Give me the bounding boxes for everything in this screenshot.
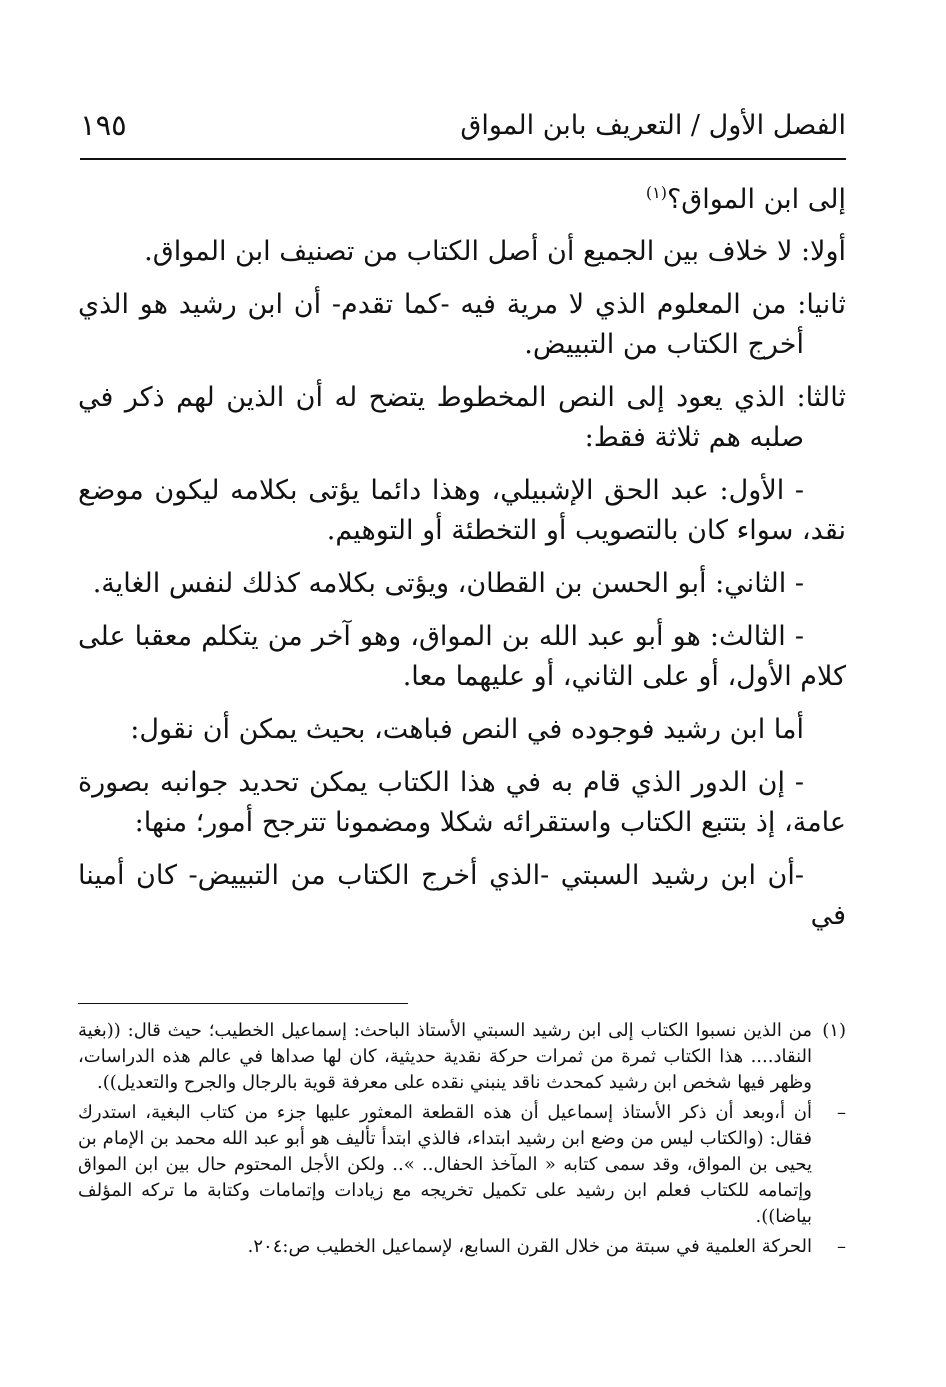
footnote-text: أن أ،وبعد أن ذكر الأستاذ إسماعيل أن هذه القطعة المعثور عليها جزء من كتاب البغية، استدرك فقال: (والكتاب ليس من وضع ابن رشيد ابتداء، فالذي ابتدأ تأليف هو أبو عبد الله محمد بن الإمام بن يحيى بن المواق، وقد سمى كتابه « المآخذ الحفال.. ».. ولكن الأجل المحتوم حال بين ابن المواق وإتمامه للكتاب فعلم ابن رشيد على تكميل تخريجه مع زيادات وإتمامات وكتابة ما تركه المؤلف بياضا)). <box>78 1102 812 1227</box>
footnote <box>78 1018 846 1096</box>
main-text <box>78 180 846 949</box>
footnote-text: الحركة العلمية في سبتة من خلال القرن السابع، لإسماعيل الخطيب ص:٢٠٤. <box>247 1236 812 1257</box>
paragraph-first-point: أولا: لا خلاف بين الجميع أن أصل الكتاب من تصنيف ابن المواق. <box>144 236 846 267</box>
paragraph-intro <box>78 180 846 220</box>
paragraph-role: - إن الدور الذي قام به في هذا الكتاب يمكن تحديد جوانبه بصورة عامة، إذ بتتبع الكتاب واستقرائه شكلا ومضمونا تترجح أمور؛ منها: <box>78 767 846 838</box>
footnote-divider <box>78 1003 408 1004</box>
paragraph-ibn-rushayd: أما ابن رشيد فوجوده في النص فباهت، بحيث يمكن أن نقول: <box>130 714 804 745</box>
paragraph-second-person: - الثاني: أبو الحسن بن القطان، ويؤتى بكلامه كذلك لنفس الغاية. <box>92 568 804 599</box>
footnote-reference: (١) <box>645 183 667 202</box>
paragraph-continued: -أن ابن رشيد السبتي -الذي أخرج الكتاب من التبييض- كان أمينا في <box>78 860 846 931</box>
footnote-text: من الذين نسبوا الكتاب إلى ابن رشيد السبتي الأستاذ الباحث: إسماعيل الخطيب؛ حيث قال: ((بغية النقاد.... هذا الكتاب ثمرة من ثمرات حركة نقدية حديثية، كان لها صداها في عالم هذه الدراسات، وظهر فيها شخص ابن رشيد كمحدث ناقد ينبني نقده على معرفة قوية بالرجال والجرح والتعديل)). <box>78 1020 812 1093</box>
footnote-marker: – <box>837 1236 846 1257</box>
chapter-title: الفصل الأول / التعريف بابن المواق <box>460 110 846 141</box>
footnote-marker: (١) <box>822 1020 846 1041</box>
footnote <box>78 1234 846 1260</box>
intro-text: إلى ابن المواق؟ <box>666 184 846 215</box>
running-header <box>80 100 846 160</box>
paragraph-second-point: ثانيا: من المعلوم الذي لا مرية فيه -كما تقدم- أن ابن رشيد هو الذي أخرج الكتاب من التبييض. <box>78 289 846 360</box>
header-divider <box>80 158 846 160</box>
footnote-marker: – <box>837 1102 846 1123</box>
paragraph-first-person: - الأول: عبد الحق الإشبيلي، وهذا دائما يؤتى بكلامه ليكون موضع نقد، سواء كان بالتصويب أو التخطئة أو التوهيم. <box>78 475 846 546</box>
footnote <box>78 1100 846 1230</box>
paragraph-third-person: - الثالث: هو أبو عبد الله بن المواق، وهو آخر من يتكلم معقبا على كلام الأول، أو على الثاني، أو عليهما معا. <box>78 621 846 692</box>
page-number: ١٩٥ <box>80 108 127 142</box>
paragraph-third-point: ثالثا: الذي يعود إلى النص المخطوط يتضح له أن الذين لهم ذكر في صلبه هم ثلاثة فقط: <box>78 382 846 453</box>
footnotes <box>78 1018 846 1264</box>
